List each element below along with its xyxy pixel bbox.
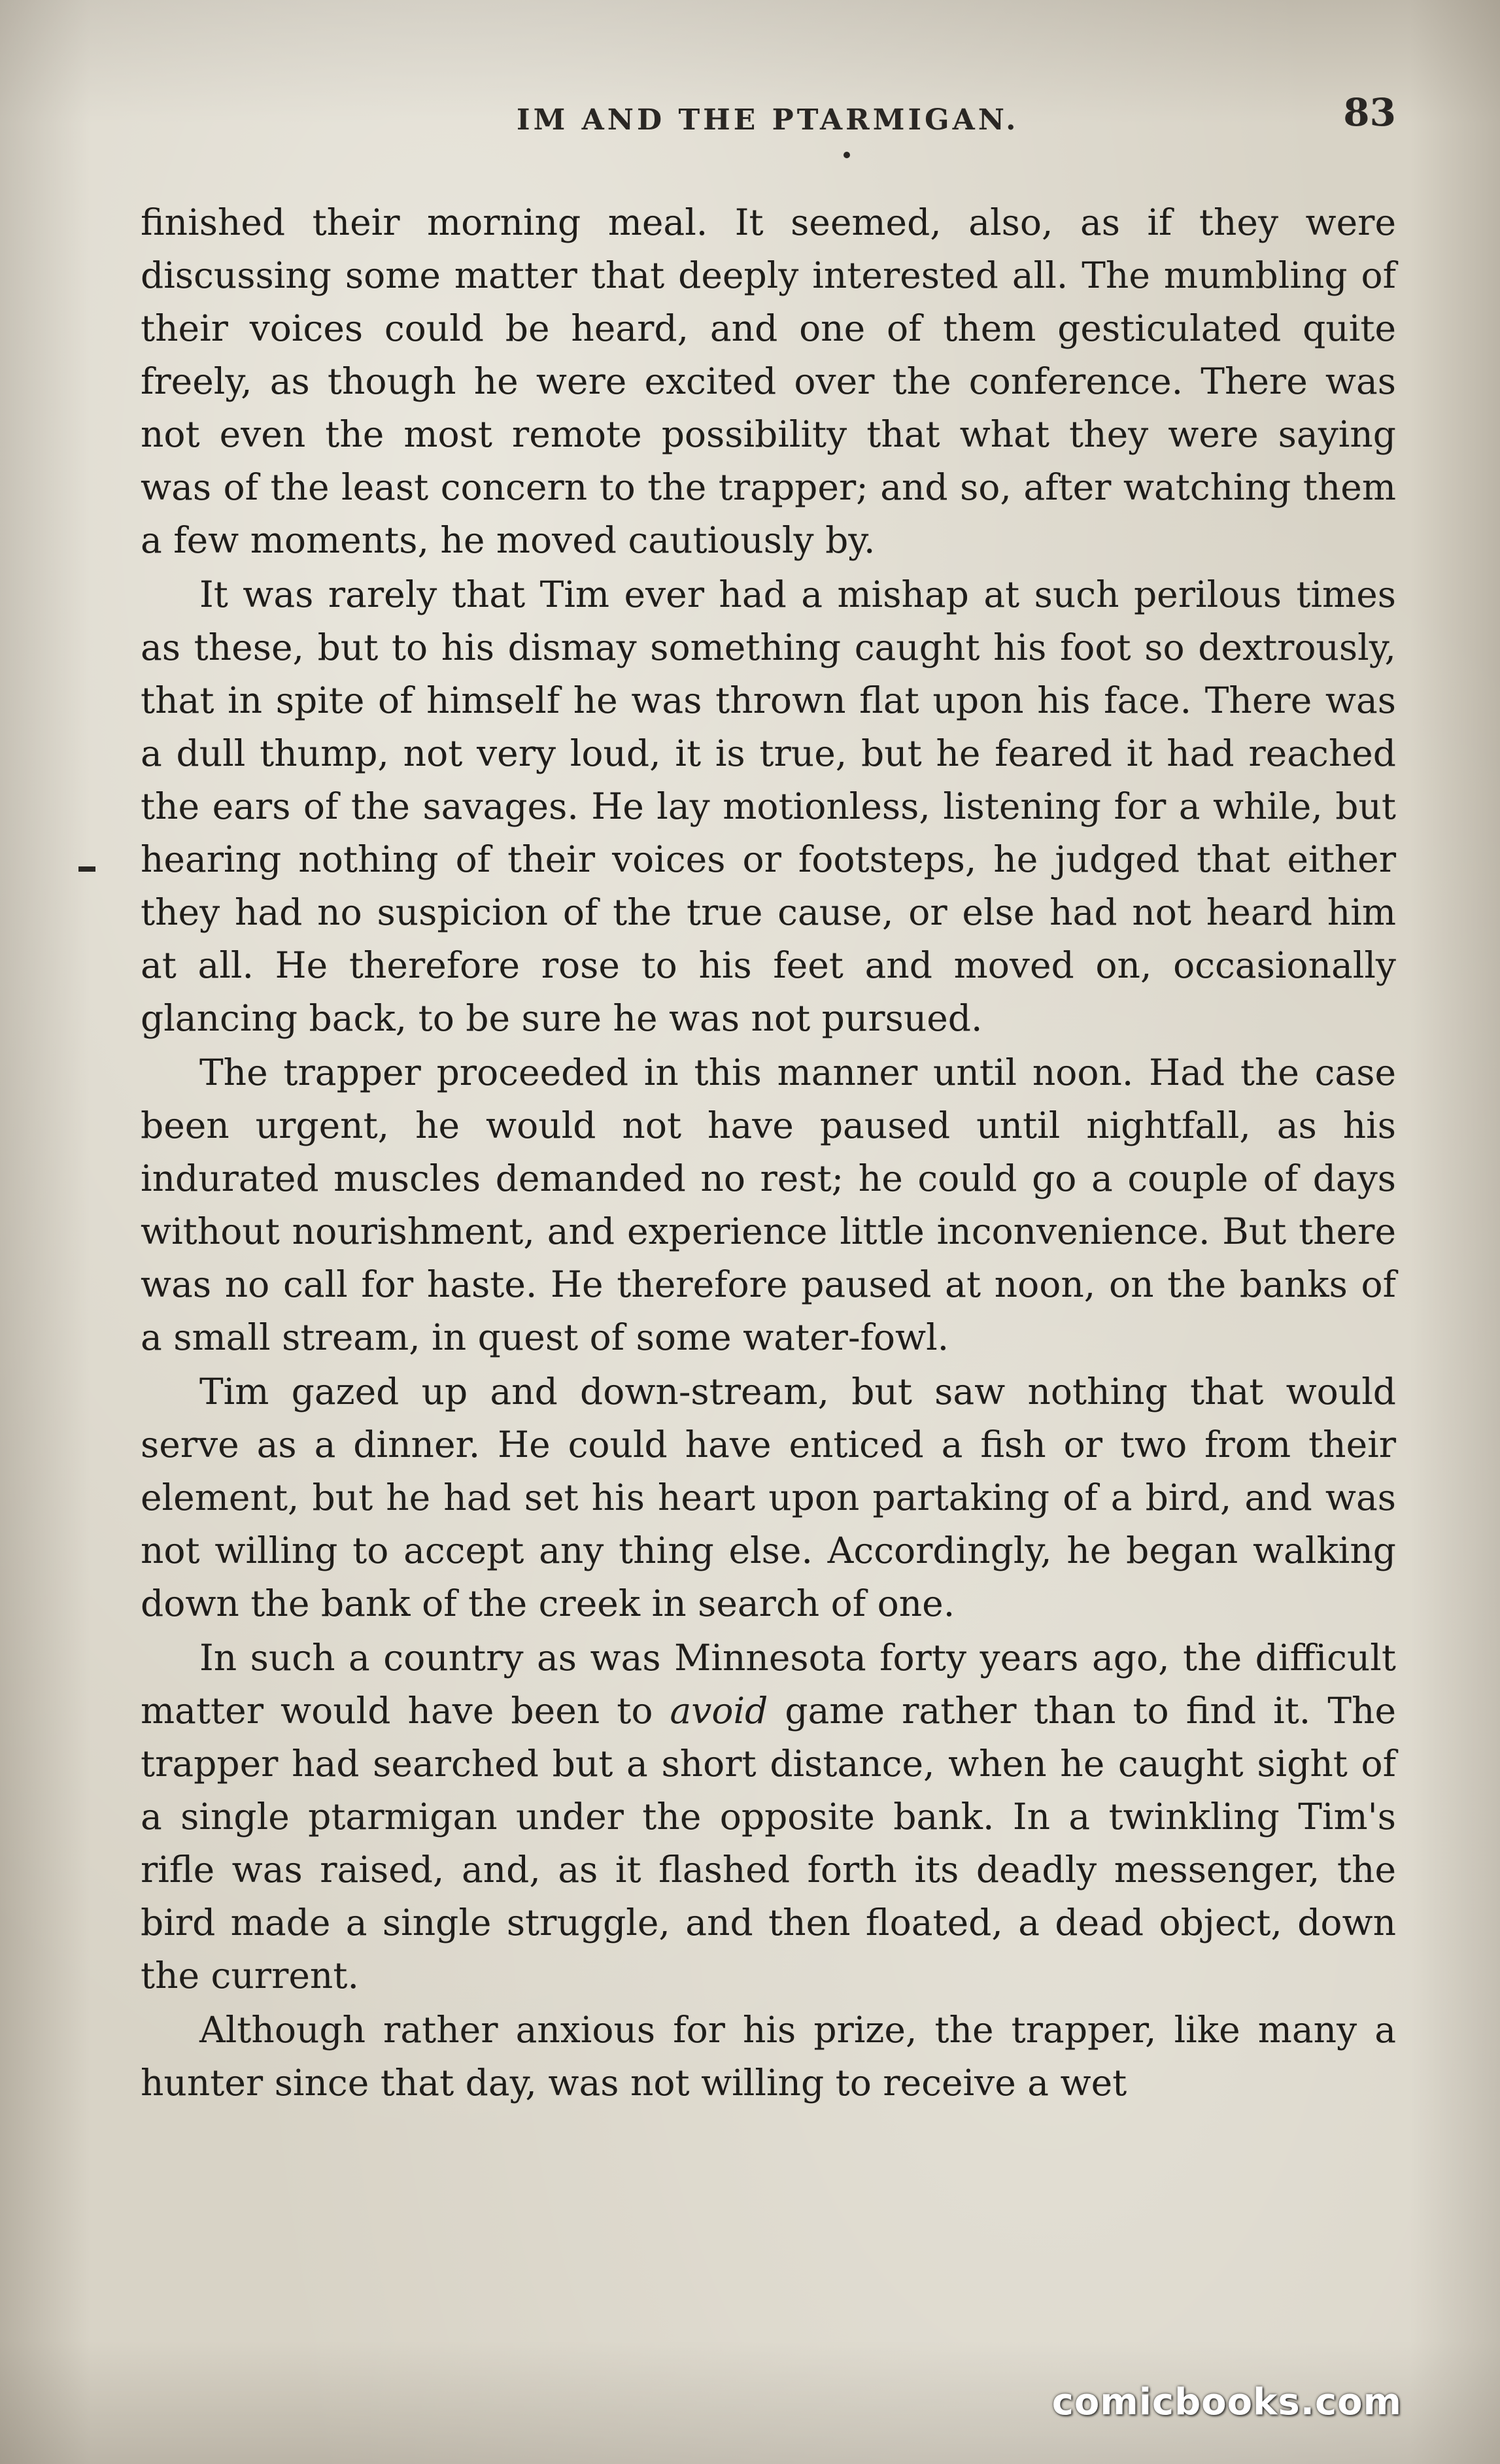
page-header: [141, 85, 1396, 163]
paragraph-5-part-1: In such a country as was Minnesota forty years ago, the difficult matter would have been to: [141, 1637, 1396, 1732]
paragraph-6: Although rather anxious for his prize, the trapper, like many a hunter since that day, was not willing to receive a wet: [141, 2009, 1396, 2104]
body-text: [141, 196, 1396, 2110]
header-dot-mark: [844, 152, 850, 158]
paragraph-4: Tim gazed up and down-stream, but saw nothing that would serve as a dinner. He could have enticed a fish or two from their element, but he had set his heart upon partaking of a bird, and was not willing to accept any thing else. Accordingly, he began walking down the bank of the creek in search of one.: [141, 1371, 1396, 1624]
paragraph-5-part-2: game rather than to find it. The trapper had searched but a short distance, when he caught sight of a single ptarmigan under the opposite bank. In a twinkling Tim's rifle was raised, and, as it flashed forth its deadly messenger, the bird made a single struggle, and then floated, a dead object, down the current.: [141, 1690, 1397, 1996]
running-head: IM AND THE PTARMIGAN.: [517, 103, 1019, 137]
page-number: 83: [1343, 90, 1396, 135]
paragraph-2: It was rarely that Tim ever had a mishap at such perilous times as these, but to his dismay something caught his foot so dextrously, that in spite of himself he was thrown flat upon his face. There was a dull thump, not very loud, it is true, but he feared it had reached the ears of the savages. He lay motionless, listening for a while, but hearing nothing of their voices or footsteps, he judged that either they had no suspicion of the true cause, or else had not heard him at all. He therefore rose to his feet and moved on, occasionally glancing back, to be sure he was not pursued.: [141, 573, 1396, 1039]
paragraph-3: The trapper proceeded in this manner until noon. Had the case been urgent, he would not have paused until nightfall, as his indurated muscles demanded no rest; he could go a couple of days without nourishment, and experience little inconvenience. But there was no call for haste. He therefore paused at noon, on the banks of a small stream, in quest of some water-fowl.: [141, 1052, 1396, 1358]
paragraph-1: finished their morning meal. It seemed, also, as if they were discussing some matter that deeply interested all. The mumbling of their voices could be heard, and one of them gesticulated quite freely, as though he were excited over the conference. There was not even the most remote possibility that what they were saying was of the least concern to the trapper; and so, after watching them a few moments, he moved cautiously by.: [141, 201, 1396, 561]
margin-dash-mark: [78, 866, 95, 872]
watermark-text: comicbooks.com: [1051, 2381, 1402, 2423]
paragraph-5-italic-word: avoid: [670, 1690, 768, 1732]
paragraph-5: [141, 1632, 1396, 2002]
